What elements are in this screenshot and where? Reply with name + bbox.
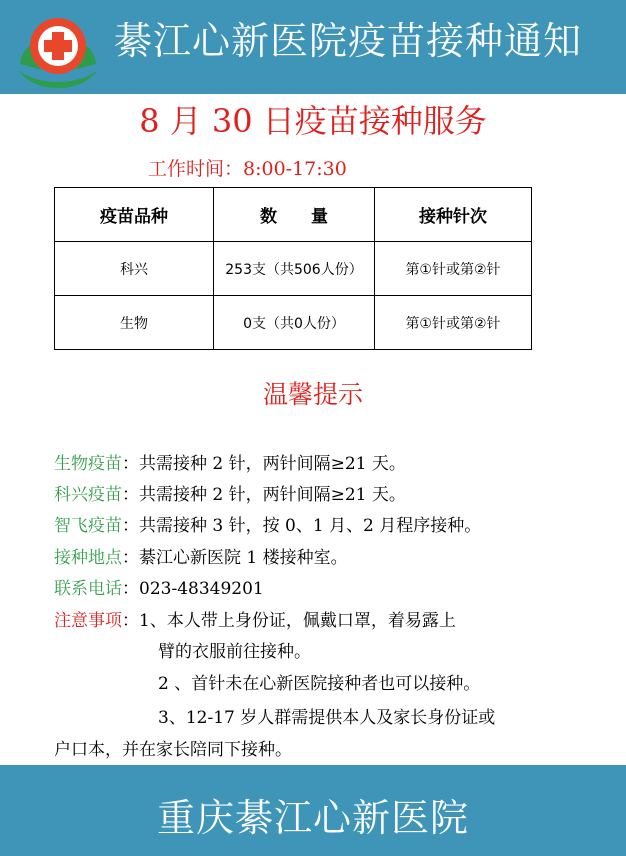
table-cell: 253支（共506人份） bbox=[214, 242, 375, 296]
column-header: 接种针次 bbox=[375, 188, 532, 242]
column-header: 数 量 bbox=[214, 188, 375, 242]
info-line-location bbox=[54, 543, 348, 568]
tips-title: 温馨提示 bbox=[262, 380, 363, 409]
footer-band bbox=[0, 765, 626, 856]
column-header: 疫苗品种 bbox=[55, 188, 214, 242]
table-row bbox=[55, 242, 532, 296]
info-text: ：共需接种 2 针，两针间隔≥21 天。 bbox=[122, 454, 406, 474]
info-text: ：共需接种 2 针，两针间隔≥21 天。 bbox=[122, 485, 406, 505]
page-header-title: 綦江心新医院疫苗接种通知 bbox=[114, 19, 583, 63]
info-text: ：023-48349201 bbox=[122, 579, 264, 599]
info-text: ：綦江心新医院 1 楼接种室。 bbox=[122, 548, 348, 568]
table-cell: 0支（共0人份） bbox=[214, 296, 375, 350]
info-label: 联系电话 bbox=[54, 579, 122, 599]
table-cell: 第①针或第②针 bbox=[375, 242, 532, 296]
table-cell: 生物 bbox=[55, 296, 214, 350]
vaccine-table bbox=[54, 187, 532, 350]
info-label: 智飞疫苗 bbox=[54, 516, 122, 536]
table-row bbox=[55, 296, 532, 350]
header-band bbox=[0, 0, 626, 94]
info-line-zhifei bbox=[54, 511, 481, 536]
notes-line: 2 、首针未在心新医院接种者也可以接种。 bbox=[158, 674, 481, 694]
notes-line: 臂的衣服前往接种。 bbox=[158, 642, 311, 662]
notes-line: 3、12-17 岁人群需提供本人及家长身份证或 bbox=[158, 708, 496, 728]
table-cell: 第①针或第②针 bbox=[375, 296, 532, 350]
info-label: 生物疫苗 bbox=[54, 454, 122, 474]
info-line-sinovac bbox=[54, 480, 406, 505]
table-header-row bbox=[55, 188, 532, 242]
info-line-notes bbox=[54, 606, 456, 631]
hospital-cross-icon bbox=[14, 8, 102, 88]
notes-line: 户口本，并在家长陪同下接种。 bbox=[54, 740, 292, 760]
info-label: 注意事项 bbox=[54, 611, 122, 631]
info-text: ：共需接种 3 针，按 0、1 月、2 月程序接种。 bbox=[122, 516, 482, 536]
table-cell: 科兴 bbox=[55, 242, 214, 296]
info-line-phone bbox=[54, 574, 264, 599]
footer-hospital-name: 重庆綦江心新医院 bbox=[156, 796, 469, 840]
page-title: 8 月 30 日疫苗接种服务 bbox=[139, 102, 487, 140]
info-line-biotech bbox=[54, 449, 406, 474]
info-text: ：1、本人带上身份证，佩戴口罩，着易露上 bbox=[122, 611, 456, 631]
info-label: 接种地点 bbox=[54, 548, 122, 568]
info-label: 科兴疫苗 bbox=[54, 485, 122, 505]
work-hours: 工作时间：8:00-17:30 bbox=[148, 158, 347, 180]
